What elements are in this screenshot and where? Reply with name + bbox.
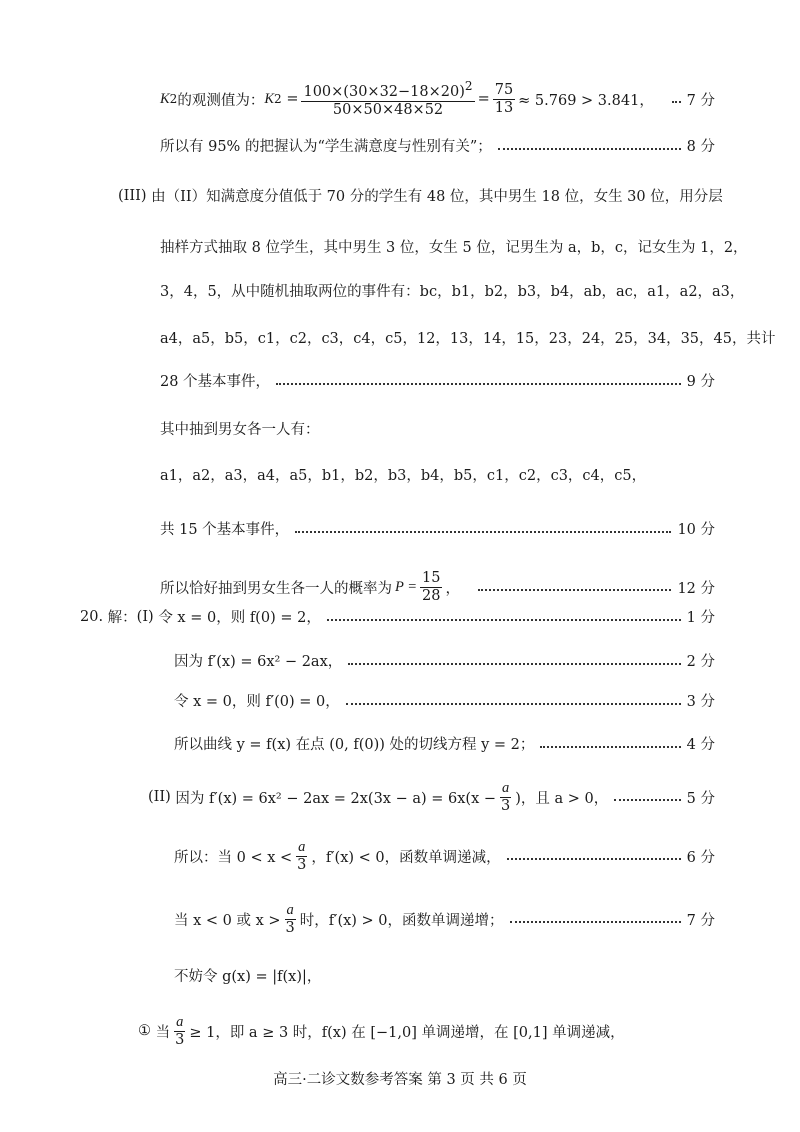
leader-dots (507, 858, 681, 860)
conclusion-text: 所以有 95% 的把握认为“学生满意度与性别有关”； (160, 139, 492, 155)
q20-line9-pre: 当 (155, 1024, 171, 1041)
score-1: 1 分 (686, 610, 715, 626)
q20-line5-text: 因为 f′(x) = 6x² − 2ax = 2x(3x − a) = 6x(x − (175, 790, 497, 807)
part3-text-8: 共 15 个基本事件， (160, 522, 290, 538)
part3-line-6 (160, 418, 320, 439)
a-over-3-fraction (284, 902, 297, 936)
score-7: 7 分 (686, 92, 715, 109)
chi-result: ≈ 5.769 > 3.841， (518, 92, 654, 109)
part3-line-9 (160, 570, 715, 604)
chi-square-text: 的观测值为： (177, 92, 265, 109)
q20-line-2 (174, 650, 715, 671)
leader-dots (348, 663, 680, 665)
part3-text-2: 抽样方式抽取 8 位学生，其中男生 3 位，女生 5 位，记男生为 a，b，c，记女生为 1，2， (160, 240, 748, 256)
frac-den: 3 (501, 797, 511, 814)
part3-line-5 (160, 370, 715, 391)
score-7b: 7 分 (686, 912, 715, 929)
part3-text-3: 3，4，5，从中随机抽取两位的事件有：bc，b1，b2，b3，b4，ab，ac，a1，a2，a3， (160, 284, 745, 300)
q20-part1-label: (I) (136, 608, 154, 625)
q20-line5-end: )，且 a > 0， (515, 790, 609, 807)
q20-line7-text: 当 x < 0 或 x > (174, 912, 281, 929)
q20-line-1 (80, 606, 715, 627)
score-12: 12 分 (677, 580, 715, 597)
chi-num: 100×(30×32−18×20) (303, 83, 465, 100)
q20-number: 20. (80, 608, 104, 625)
score-2: 2 分 (686, 654, 715, 670)
q20-solve: 解： (107, 610, 137, 626)
frac-num: a (176, 1014, 184, 1030)
chi-simplified-fraction (493, 82, 515, 116)
part3-text-4: a4，a5，b5，c1，c2，c3，c4，c5，12，13，14，15，23，24，25，34，35，45，共计 (160, 331, 776, 347)
q20-line3-text: 令 x = 0，则 f′(0) = 0， (174, 694, 340, 710)
a-over-3-fraction (499, 780, 512, 814)
leader-dots (614, 799, 680, 801)
frac-den: 3 (297, 856, 307, 873)
conclusion-line (160, 135, 715, 156)
q20-line9-text: ≥ 1，即 a ≥ 3 时，f(x) 在 [−1,0] 单调递增，在 [0,1] 单调递减， (189, 1024, 625, 1041)
q20-line2-text: 因为 f′(x) = 6x² − 2ax， (174, 654, 343, 670)
part3-line-2 (160, 236, 748, 257)
k-eq-left: K (264, 90, 275, 107)
part3-line-3 (160, 280, 744, 301)
leader-dots (276, 383, 681, 385)
prob-label: P = (395, 578, 418, 595)
frac-num: a (298, 839, 306, 855)
score-9: 9 分 (686, 374, 715, 390)
frac-den: 3 (285, 919, 295, 936)
q20-line8-text: 不妨令 g(x) = |f(x)|， (174, 969, 322, 985)
part3-text-5: 28 个基本事件， (160, 374, 271, 390)
part3-label: (III) (118, 187, 147, 204)
leader-dots (672, 101, 681, 103)
leader-dots (478, 589, 671, 591)
part3-text-9: 所以恰好抽到男女生各一人的概率为 (160, 580, 392, 597)
chi-den: 50×50×48×52 (332, 101, 444, 118)
q20-line-7 (174, 902, 715, 936)
q20-part2-label: (II) (148, 789, 171, 806)
prob-den: 28 (422, 587, 441, 604)
k-eq-superscript: 2 (274, 92, 282, 107)
q20-line-4 (174, 733, 715, 754)
score-5: 5 分 (686, 790, 715, 807)
q20-line1-text: 令 x = 0，则 f(0) = 2， (158, 610, 321, 626)
score-3: 3 分 (686, 694, 715, 710)
prob-end: ， (445, 580, 460, 597)
leader-dots (295, 531, 671, 533)
q20-line6-end: ，f′(x) < 0，函数单调递减， (311, 849, 501, 866)
chi-square-fraction: $\frac{100\times(30\times 32-18\times 20)^2}{50\times 50\times 48\times 52}$ (303, 79, 473, 118)
prob-num: 15 (422, 570, 441, 586)
prob-fraction (420, 570, 442, 604)
part3-text-1: 由（II）知满意度分值低于 70 分的学生有 48 位，其中男生 18 位，女生 30 位，用分层 (151, 189, 723, 205)
part3-text-7: a1，a2，a3，a4，a5，b1，b2，b3，b4，b5，c1，c2，c3，c4，c5， (160, 468, 647, 484)
score-8: 8 分 (686, 139, 715, 155)
k-label: K (160, 90, 170, 107)
score-10: 10 分 (677, 522, 715, 538)
q20-line4-text: 所以曲线 y = f(x) 在点 (0, f(0)) 处的切线方程 y = 2； (174, 737, 535, 753)
chi-square-line: K 2 的观测值为： K 2 = $\frac{100\times(30\times 32-18\times 20)^2}{50\times 50\times 48\times 52}$ = $\frac{75}{13}$ ≈ 5.769 > 3.841， 7 分 (160, 79, 715, 118)
score-6: 6 分 (686, 849, 715, 866)
a-over-3-fraction (295, 839, 308, 873)
score-4: 4 分 (686, 737, 715, 753)
frac-den: 3 (175, 1031, 185, 1048)
chi-simple-den: 13 (494, 99, 514, 116)
chi-simple-num: 75 (494, 81, 514, 98)
frac-num: a (502, 780, 510, 796)
frac-num: a (286, 902, 294, 918)
leader-dots (346, 703, 681, 705)
q20-line-8 (174, 965, 321, 986)
leader-dots (540, 746, 680, 748)
leader-dots (498, 148, 681, 150)
part3-text-6: 其中抽到男女各一人有： (160, 422, 320, 438)
leader-dots (510, 921, 681, 923)
q20-line6-text: 所以：当 0 < x < (174, 849, 293, 866)
leader-dots (327, 619, 681, 621)
part3-line-7 (160, 464, 646, 485)
circle-one-marker: ① (138, 1023, 151, 1040)
q20-line-9 (138, 1014, 625, 1048)
q20-line7-end: 时，f′(x) > 0，函数单调递增； (299, 912, 504, 929)
q20-line-6 (174, 839, 715, 873)
q20-line-3 (174, 690, 715, 711)
part3-line-1 (118, 185, 723, 206)
k-superscript: 2 (169, 92, 178, 107)
part3-line-8 (160, 518, 715, 539)
a-over-3-fraction (173, 1014, 186, 1048)
page-footer: 高三·二诊文数参考答案 第 3 页 共 6 页 (273, 1072, 527, 1088)
part3-line-4 (160, 327, 775, 348)
q20-line-5 (148, 780, 715, 814)
